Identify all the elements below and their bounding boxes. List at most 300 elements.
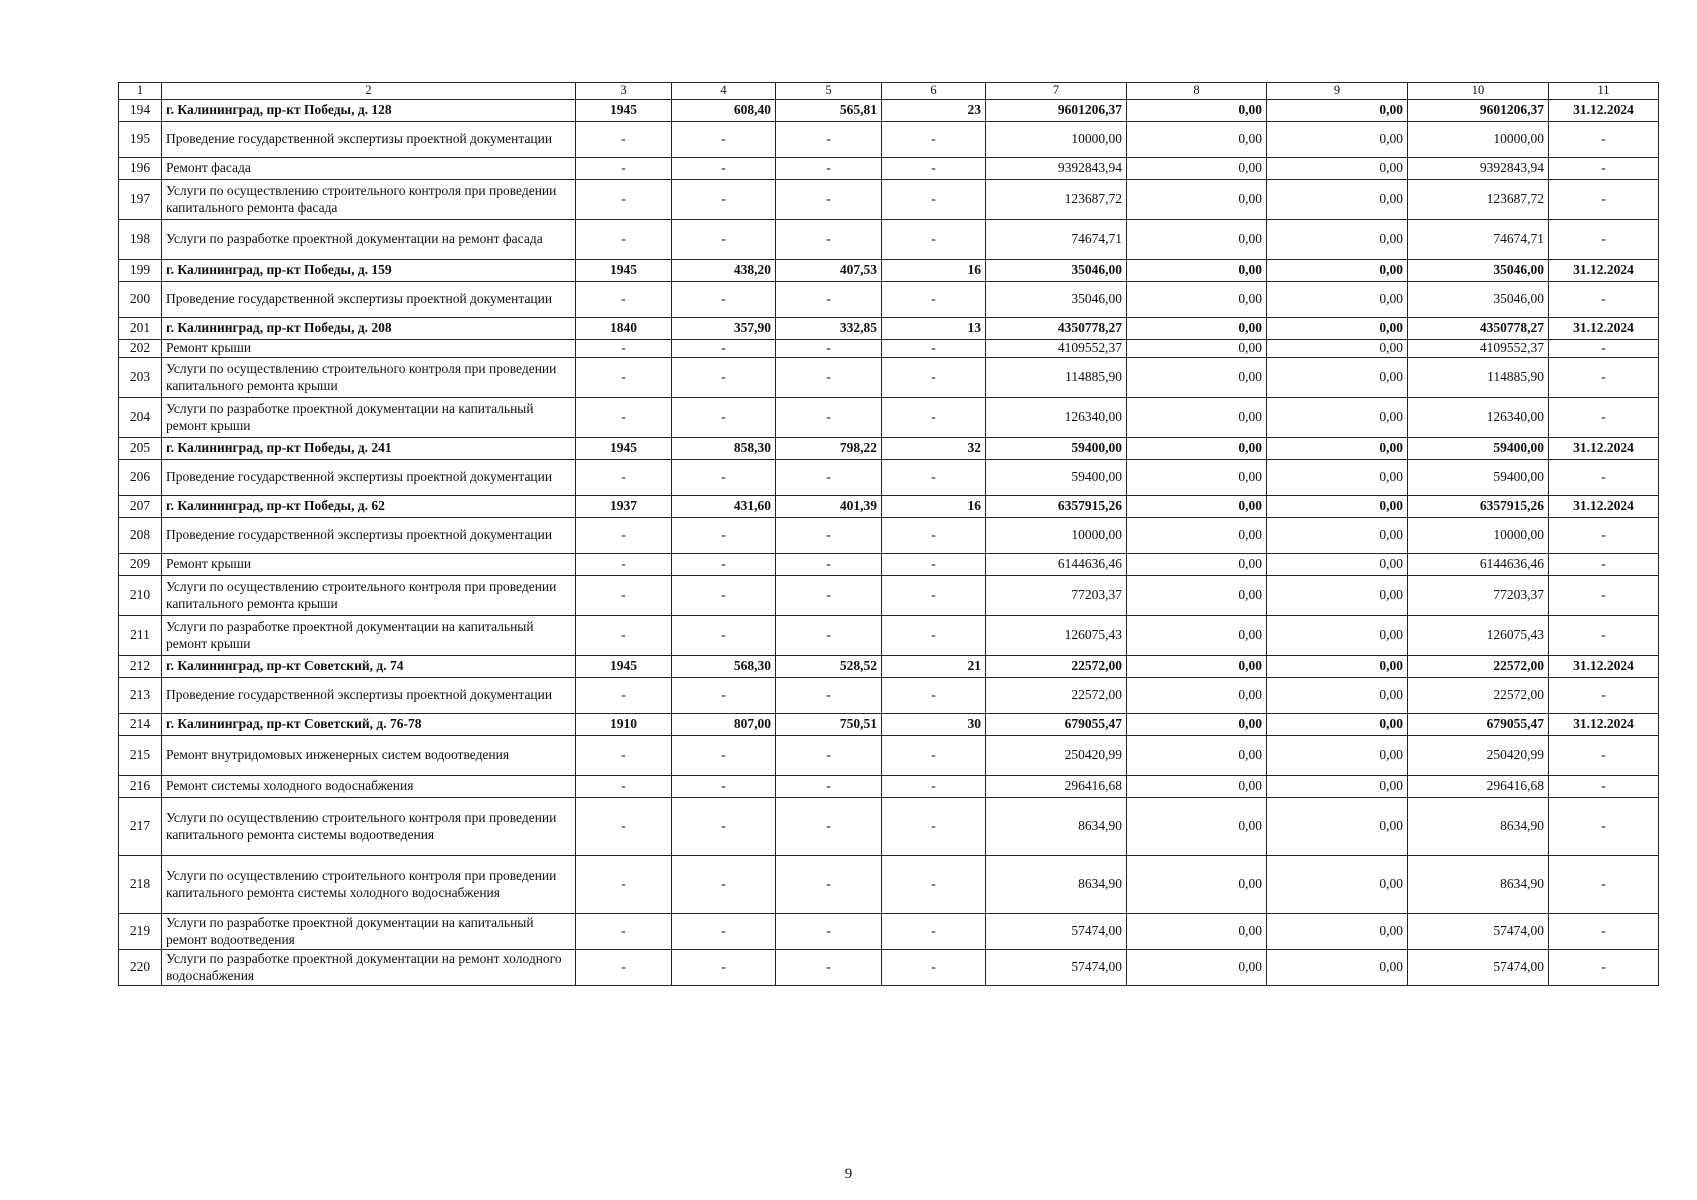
cell-item-name: Ремонт крыши <box>162 554 576 576</box>
cell-completion-date: - <box>1549 358 1659 398</box>
cell-fund-a: 0,00 <box>1127 678 1267 714</box>
cell-fund-a: 0,00 <box>1127 496 1267 518</box>
cell-total-area: - <box>672 518 776 554</box>
cell-residential-area: 798,22 <box>776 438 882 460</box>
work-row <box>119 776 1659 798</box>
cell-residential-area: - <box>776 220 882 260</box>
cell-item-name: Проведение государственной экспертизы проектной документации <box>162 460 576 496</box>
cell-residential-area: - <box>776 576 882 616</box>
cell-fund-c: 57474,00 <box>1408 950 1549 986</box>
cell-fund-c: 35046,00 <box>1408 282 1549 318</box>
cell-fund-c: 250420,99 <box>1408 736 1549 776</box>
cell-residents: - <box>882 798 986 856</box>
cell-row-number: 198 <box>119 220 162 260</box>
work-row <box>119 358 1659 398</box>
cell-residents: - <box>882 914 986 950</box>
cell-item-name: г. Калининград, пр-кт Советский, д. 74 <box>162 656 576 678</box>
address-row <box>119 100 1659 122</box>
cell-fund-b: 0,00 <box>1267 576 1408 616</box>
cell-item-name: Ремонт фасада <box>162 158 576 180</box>
cell-total-cost: 4350778,27 <box>986 318 1127 340</box>
cell-item-name: г. Калининград, пр-кт Победы, д. 241 <box>162 438 576 460</box>
cell-total-area: - <box>672 158 776 180</box>
cell-total-area: - <box>672 914 776 950</box>
cell-completion-date: - <box>1549 776 1659 798</box>
cell-row-number: 216 <box>119 776 162 798</box>
cell-fund-c: 679055,47 <box>1408 714 1549 736</box>
cell-fund-c: 74674,71 <box>1408 220 1549 260</box>
cell-residents: - <box>882 398 986 438</box>
cell-fund-b: 0,00 <box>1267 398 1408 438</box>
cell-item-name: г. Калининград, пр-кт Советский, д. 76-78 <box>162 714 576 736</box>
cell-residents: 13 <box>882 318 986 340</box>
cell-residents: 16 <box>882 260 986 282</box>
cell-fund-c: 126340,00 <box>1408 398 1549 438</box>
cell-fund-c: 296416,68 <box>1408 776 1549 798</box>
cell-residential-area: - <box>776 856 882 914</box>
cell-total-cost: 59400,00 <box>986 438 1127 460</box>
cell-completion-date: - <box>1549 856 1659 914</box>
cell-fund-a: 0,00 <box>1127 158 1267 180</box>
cell-residents: - <box>882 122 986 158</box>
cell-row-number: 206 <box>119 460 162 496</box>
cell-year-built: - <box>576 340 672 358</box>
table-body <box>119 100 1659 986</box>
cell-residents: 30 <box>882 714 986 736</box>
cell-fund-b: 0,00 <box>1267 220 1408 260</box>
cell-completion-date: - <box>1549 398 1659 438</box>
cell-total-cost: 77203,37 <box>986 576 1127 616</box>
cell-fund-a: 0,00 <box>1127 616 1267 656</box>
cell-total-cost: 250420,99 <box>986 736 1127 776</box>
cell-total-area: 438,20 <box>672 260 776 282</box>
cell-total-cost: 22572,00 <box>986 678 1127 714</box>
cell-total-area: - <box>672 798 776 856</box>
cell-residents: - <box>882 158 986 180</box>
cell-year-built: 1937 <box>576 496 672 518</box>
cell-year-built: - <box>576 616 672 656</box>
cell-residents: - <box>882 576 986 616</box>
cell-residents: - <box>882 180 986 220</box>
work-row <box>119 616 1659 656</box>
cell-completion-date: - <box>1549 576 1659 616</box>
cell-total-cost: 114885,90 <box>986 358 1127 398</box>
cell-fund-b: 0,00 <box>1267 340 1408 358</box>
cell-item-name: Услуги по разработке проектной документации на капитальный ремонт крыши <box>162 616 576 656</box>
cell-fund-a: 0,00 <box>1127 736 1267 776</box>
cell-year-built: - <box>576 914 672 950</box>
cell-fund-c: 59400,00 <box>1408 438 1549 460</box>
work-row <box>119 576 1659 616</box>
cell-fund-b: 0,00 <box>1267 318 1408 340</box>
cell-total-area: 807,00 <box>672 714 776 736</box>
cell-fund-b: 0,00 <box>1267 554 1408 576</box>
cell-fund-c: 22572,00 <box>1408 678 1549 714</box>
cell-residential-area: - <box>776 776 882 798</box>
column-header-7: 7 <box>986 83 1127 100</box>
cell-fund-a: 0,00 <box>1127 358 1267 398</box>
cell-residents: 23 <box>882 100 986 122</box>
cell-total-cost: 22572,00 <box>986 656 1127 678</box>
cell-year-built: - <box>576 518 672 554</box>
work-row <box>119 798 1659 856</box>
cell-year-built: - <box>576 576 672 616</box>
cell-fund-b: 0,00 <box>1267 856 1408 914</box>
cell-fund-b: 0,00 <box>1267 100 1408 122</box>
cell-row-number: 210 <box>119 576 162 616</box>
cell-residential-area: 401,39 <box>776 496 882 518</box>
cell-row-number: 207 <box>119 496 162 518</box>
cell-completion-date: - <box>1549 122 1659 158</box>
cell-item-name: Ремонт крыши <box>162 340 576 358</box>
cell-fund-b: 0,00 <box>1267 260 1408 282</box>
cell-fund-c: 114885,90 <box>1408 358 1549 398</box>
column-header-11: 11 <box>1549 83 1659 100</box>
cell-fund-a: 0,00 <box>1127 438 1267 460</box>
cell-row-number: 196 <box>119 158 162 180</box>
cell-fund-c: 35046,00 <box>1408 260 1549 282</box>
cell-total-cost: 57474,00 <box>986 950 1127 986</box>
cell-row-number: 201 <box>119 318 162 340</box>
cell-total-cost: 6144636,46 <box>986 554 1127 576</box>
cell-fund-a: 0,00 <box>1127 398 1267 438</box>
cell-residents: - <box>882 554 986 576</box>
cell-year-built: - <box>576 122 672 158</box>
cell-total-area: - <box>672 950 776 986</box>
cell-fund-c: 22572,00 <box>1408 656 1549 678</box>
cell-year-built: - <box>576 798 672 856</box>
cell-year-built: - <box>576 158 672 180</box>
cell-fund-a: 0,00 <box>1127 260 1267 282</box>
cell-total-cost: 126075,43 <box>986 616 1127 656</box>
cell-residents: - <box>882 616 986 656</box>
cell-residents: - <box>882 776 986 798</box>
cell-completion-date: - <box>1549 220 1659 260</box>
cell-fund-b: 0,00 <box>1267 798 1408 856</box>
cell-total-area: - <box>672 180 776 220</box>
cell-fund-c: 126075,43 <box>1408 616 1549 656</box>
column-header-6: 6 <box>882 83 986 100</box>
cell-residential-area: - <box>776 460 882 496</box>
cell-total-area: 568,30 <box>672 656 776 678</box>
cell-item-name: г. Калининград, пр-кт Победы, д. 62 <box>162 496 576 518</box>
cell-residents: - <box>882 282 986 318</box>
cell-completion-date: - <box>1549 180 1659 220</box>
cell-year-built: 1945 <box>576 100 672 122</box>
column-header-8: 8 <box>1127 83 1267 100</box>
cell-year-built: 1945 <box>576 656 672 678</box>
address-row <box>119 438 1659 460</box>
cell-fund-a: 0,00 <box>1127 776 1267 798</box>
cell-total-area: - <box>672 576 776 616</box>
cell-row-number: 213 <box>119 678 162 714</box>
cell-year-built: - <box>576 398 672 438</box>
cell-residents: - <box>882 220 986 260</box>
cell-total-cost: 10000,00 <box>986 122 1127 158</box>
cell-row-number: 197 <box>119 180 162 220</box>
cell-fund-b: 0,00 <box>1267 518 1408 554</box>
cell-fund-c: 9601206,37 <box>1408 100 1549 122</box>
cell-fund-c: 9392843,94 <box>1408 158 1549 180</box>
cell-fund-a: 0,00 <box>1127 914 1267 950</box>
cell-fund-b: 0,00 <box>1267 656 1408 678</box>
cell-total-cost: 123687,72 <box>986 180 1127 220</box>
cell-row-number: 208 <box>119 518 162 554</box>
cell-residential-area: - <box>776 914 882 950</box>
cell-fund-a: 0,00 <box>1127 950 1267 986</box>
cell-total-cost: 35046,00 <box>986 260 1127 282</box>
cell-total-cost: 679055,47 <box>986 714 1127 736</box>
cell-total-cost: 4109552,37 <box>986 340 1127 358</box>
cell-row-number: 199 <box>119 260 162 282</box>
cell-completion-date: - <box>1549 950 1659 986</box>
work-row <box>119 122 1659 158</box>
cell-completion-date: - <box>1549 736 1659 776</box>
address-row <box>119 714 1659 736</box>
cell-total-area: - <box>672 358 776 398</box>
cell-completion-date: 31.12.2024 <box>1549 656 1659 678</box>
cell-residential-area: - <box>776 398 882 438</box>
cell-item-name: Услуги по осуществлению строительного контроля при проведении капитального ремонта системы холодного водоснабжения <box>162 856 576 914</box>
cell-fund-a: 0,00 <box>1127 220 1267 260</box>
cell-year-built: - <box>576 856 672 914</box>
cell-total-area: - <box>672 340 776 358</box>
cell-item-name: г. Калининград, пр-кт Победы, д. 128 <box>162 100 576 122</box>
cell-fund-a: 0,00 <box>1127 518 1267 554</box>
cell-row-number: 205 <box>119 438 162 460</box>
cell-row-number: 215 <box>119 736 162 776</box>
cell-year-built: 1840 <box>576 318 672 340</box>
address-row <box>119 260 1659 282</box>
cell-fund-a: 0,00 <box>1127 100 1267 122</box>
cell-residential-area: - <box>776 358 882 398</box>
cell-total-area: - <box>672 856 776 914</box>
cell-row-number: 194 <box>119 100 162 122</box>
cell-item-name: Услуги по осуществлению строительного контроля при проведении капитального ремонта фасада <box>162 180 576 220</box>
address-row <box>119 496 1659 518</box>
cell-row-number: 200 <box>119 282 162 318</box>
column-number-header <box>119 83 1659 100</box>
cell-completion-date: 31.12.2024 <box>1549 438 1659 460</box>
cell-total-cost: 9601206,37 <box>986 100 1127 122</box>
cell-total-area: 431,60 <box>672 496 776 518</box>
cell-fund-c: 59400,00 <box>1408 460 1549 496</box>
cell-residential-area: - <box>776 616 882 656</box>
cell-fund-a: 0,00 <box>1127 340 1267 358</box>
cell-row-number: 203 <box>119 358 162 398</box>
cell-residential-area: - <box>776 798 882 856</box>
cell-row-number: 217 <box>119 798 162 856</box>
cell-item-name: Услуги по разработке проектной документации на ремонт фасада <box>162 220 576 260</box>
cell-total-cost: 35046,00 <box>986 282 1127 318</box>
cell-item-name: Услуги по осуществлению строительного контроля при проведении капитального ремонта крыши <box>162 358 576 398</box>
cell-fund-c: 8634,90 <box>1408 856 1549 914</box>
cell-completion-date: - <box>1549 340 1659 358</box>
cell-total-cost: 74674,71 <box>986 220 1127 260</box>
cell-item-name: Проведение государственной экспертизы проектной документации <box>162 678 576 714</box>
cell-residents: - <box>882 518 986 554</box>
work-row <box>119 736 1659 776</box>
column-header-9: 9 <box>1267 83 1408 100</box>
cell-row-number: 211 <box>119 616 162 656</box>
cell-year-built: - <box>576 678 672 714</box>
cell-fund-c: 77203,37 <box>1408 576 1549 616</box>
cell-fund-c: 10000,00 <box>1408 122 1549 158</box>
cell-residential-area: - <box>776 950 882 986</box>
cell-row-number: 220 <box>119 950 162 986</box>
cell-row-number: 212 <box>119 656 162 678</box>
cell-total-area: 608,40 <box>672 100 776 122</box>
column-header-3: 3 <box>576 83 672 100</box>
cell-fund-b: 0,00 <box>1267 714 1408 736</box>
cell-item-name: Услуги по осуществлению строительного контроля при проведении капитального ремонта системы водоотведения <box>162 798 576 856</box>
address-row <box>119 318 1659 340</box>
cell-fund-b: 0,00 <box>1267 496 1408 518</box>
cell-total-area: - <box>672 776 776 798</box>
cell-row-number: 218 <box>119 856 162 914</box>
cell-residential-area: - <box>776 122 882 158</box>
cell-fund-c: 10000,00 <box>1408 518 1549 554</box>
cell-fund-c: 4350778,27 <box>1408 318 1549 340</box>
cell-total-area: - <box>672 220 776 260</box>
column-header-1: 1 <box>119 83 162 100</box>
cell-row-number: 195 <box>119 122 162 158</box>
address-row <box>119 656 1659 678</box>
cell-total-area: - <box>672 122 776 158</box>
cell-residents: - <box>882 340 986 358</box>
cell-total-area: - <box>672 460 776 496</box>
cell-completion-date: 31.12.2024 <box>1549 714 1659 736</box>
cell-fund-a: 0,00 <box>1127 798 1267 856</box>
cell-fund-a: 0,00 <box>1127 656 1267 678</box>
cell-fund-c: 6357915,26 <box>1408 496 1549 518</box>
cell-item-name: г. Калининград, пр-кт Победы, д. 159 <box>162 260 576 282</box>
work-row <box>119 678 1659 714</box>
cell-residential-area: - <box>776 678 882 714</box>
cell-residential-area: 332,85 <box>776 318 882 340</box>
work-row <box>119 158 1659 180</box>
cell-fund-a: 0,00 <box>1127 180 1267 220</box>
cell-fund-a: 0,00 <box>1127 554 1267 576</box>
cell-total-cost: 296416,68 <box>986 776 1127 798</box>
work-row <box>119 950 1659 986</box>
cell-residential-area: - <box>776 158 882 180</box>
cell-item-name: Проведение государственной экспертизы проектной документации <box>162 122 576 158</box>
work-row <box>119 914 1659 950</box>
cell-completion-date: 31.12.2024 <box>1549 260 1659 282</box>
cell-residents: - <box>882 856 986 914</box>
cell-fund-a: 0,00 <box>1127 318 1267 340</box>
column-header-2: 2 <box>162 83 576 100</box>
cell-residents: 21 <box>882 656 986 678</box>
cell-fund-a: 0,00 <box>1127 576 1267 616</box>
cell-residents: - <box>882 736 986 776</box>
cell-fund-a: 0,00 <box>1127 714 1267 736</box>
cell-year-built: - <box>576 282 672 318</box>
cell-item-name: Услуги по разработке проектной документации на капитальный ремонт водоотведения <box>162 914 576 950</box>
cell-year-built: - <box>576 950 672 986</box>
cell-residential-area: - <box>776 554 882 576</box>
cell-residents: - <box>882 950 986 986</box>
cell-residential-area: - <box>776 282 882 318</box>
cell-fund-b: 0,00 <box>1267 158 1408 180</box>
cell-fund-b: 0,00 <box>1267 438 1408 460</box>
cell-fund-a: 0,00 <box>1127 856 1267 914</box>
cell-year-built: 1910 <box>576 714 672 736</box>
cell-residents: 16 <box>882 496 986 518</box>
cell-residential-area: - <box>776 736 882 776</box>
cell-total-cost: 126340,00 <box>986 398 1127 438</box>
cell-residential-area: - <box>776 340 882 358</box>
work-row <box>119 282 1659 318</box>
column-header-4: 4 <box>672 83 776 100</box>
work-row <box>119 460 1659 496</box>
cell-item-name: Ремонт системы холодного водоснабжения <box>162 776 576 798</box>
cell-fund-a: 0,00 <box>1127 460 1267 496</box>
work-row <box>119 220 1659 260</box>
cell-fund-b: 0,00 <box>1267 950 1408 986</box>
cell-fund-b: 0,00 <box>1267 616 1408 656</box>
cell-total-area: - <box>672 554 776 576</box>
cell-total-area: 858,30 <box>672 438 776 460</box>
cell-residential-area: 565,81 <box>776 100 882 122</box>
cell-total-cost: 8634,90 <box>986 856 1127 914</box>
cell-residential-area: 528,52 <box>776 656 882 678</box>
cell-total-area: - <box>672 398 776 438</box>
cell-year-built: - <box>576 776 672 798</box>
cell-fund-b: 0,00 <box>1267 776 1408 798</box>
cell-completion-date: - <box>1549 282 1659 318</box>
cell-residents: - <box>882 358 986 398</box>
page-number: 9 <box>844 1166 853 1182</box>
cell-completion-date: - <box>1549 460 1659 496</box>
cell-completion-date: 31.12.2024 <box>1549 318 1659 340</box>
cell-year-built: - <box>576 358 672 398</box>
work-row <box>119 180 1659 220</box>
cell-year-built: - <box>576 180 672 220</box>
cell-row-number: 209 <box>119 554 162 576</box>
cell-fund-a: 0,00 <box>1127 282 1267 318</box>
work-row <box>119 340 1659 358</box>
cell-row-number: 204 <box>119 398 162 438</box>
cell-total-area: - <box>672 736 776 776</box>
cell-fund-b: 0,00 <box>1267 122 1408 158</box>
work-row <box>119 856 1659 914</box>
cell-fund-b: 0,00 <box>1267 358 1408 398</box>
column-header-5: 5 <box>776 83 882 100</box>
cell-fund-b: 0,00 <box>1267 736 1408 776</box>
cell-residential-area: - <box>776 518 882 554</box>
cell-completion-date: - <box>1549 616 1659 656</box>
cell-completion-date: - <box>1549 158 1659 180</box>
cell-fund-c: 4109552,37 <box>1408 340 1549 358</box>
cell-fund-b: 0,00 <box>1267 460 1408 496</box>
cell-completion-date: - <box>1549 798 1659 856</box>
cell-total-cost: 57474,00 <box>986 914 1127 950</box>
repair-schedule-table <box>118 82 1659 986</box>
cell-fund-c: 8634,90 <box>1408 798 1549 856</box>
work-row <box>119 518 1659 554</box>
work-row <box>119 398 1659 438</box>
cell-year-built: - <box>576 460 672 496</box>
cell-total-cost: 59400,00 <box>986 460 1127 496</box>
cell-completion-date: - <box>1549 518 1659 554</box>
cell-year-built: 1945 <box>576 438 672 460</box>
column-header-10: 10 <box>1408 83 1549 100</box>
cell-row-number: 202 <box>119 340 162 358</box>
cell-year-built: - <box>576 736 672 776</box>
cell-residential-area: - <box>776 180 882 220</box>
